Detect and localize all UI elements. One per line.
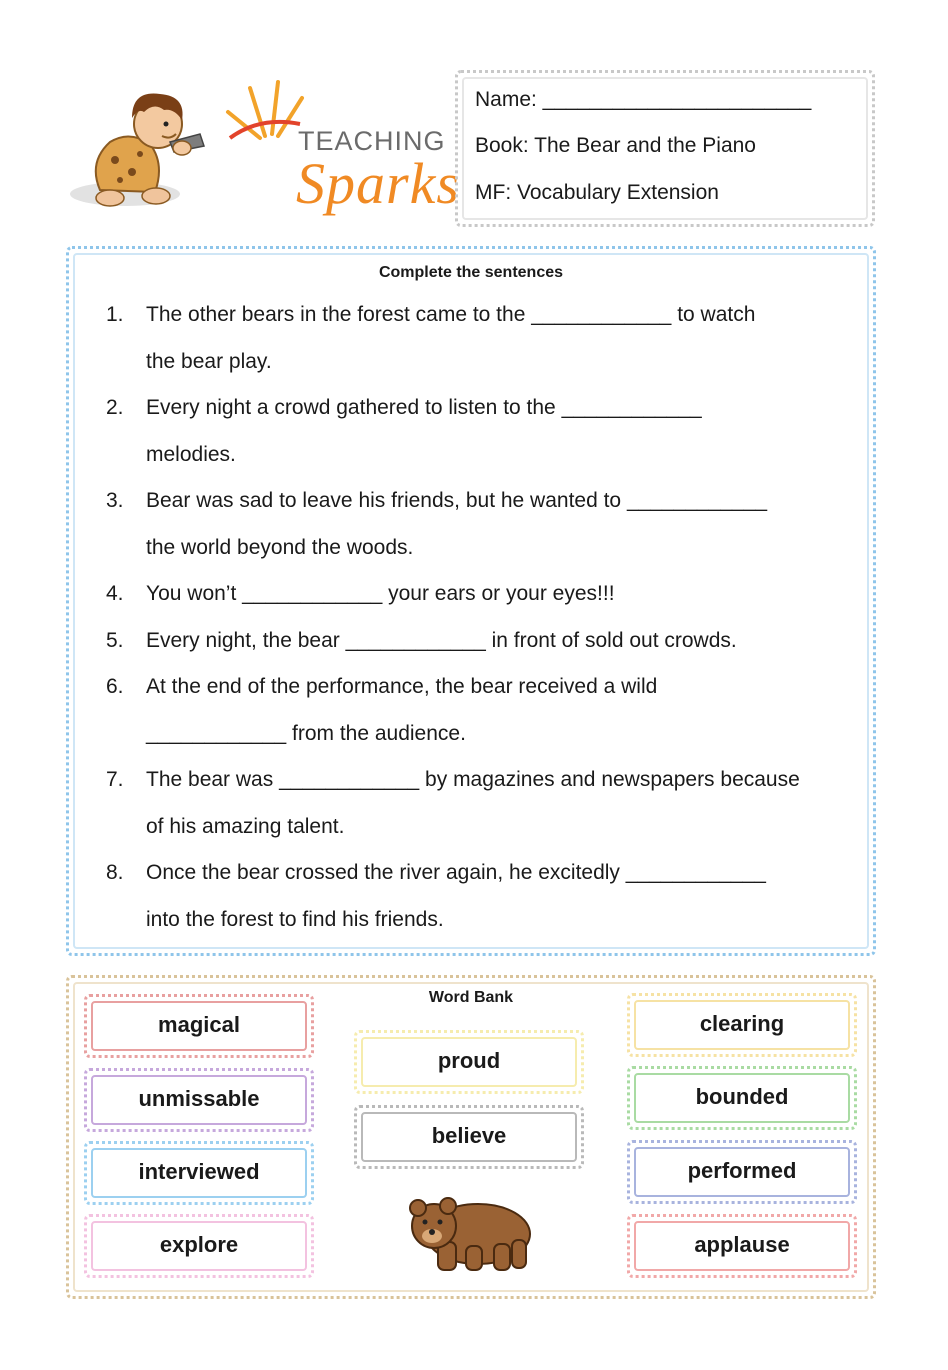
word-label: explore (159, 1232, 239, 1257)
sentence-number: 3. (106, 489, 124, 512)
name-field[interactable]: Name: _______________________ (475, 88, 812, 111)
sentence-number: 8. (106, 861, 124, 884)
sentence-number: 5. (106, 628, 124, 652)
word-card-interviewed (84, 1141, 314, 1205)
book-title: Book: The Bear and the Piano (475, 134, 756, 157)
word-bank-title: Word Bank (428, 989, 514, 1006)
logo-teaching-text: TEACHING (298, 126, 446, 156)
sentence-item (106, 571, 866, 618)
sentence-item (106, 292, 866, 339)
sentence-text: The other bears in the forest came to the ____________ to watch (146, 303, 756, 326)
sentence-item (106, 757, 866, 804)
word-card-clearing (627, 993, 857, 1057)
student-info-box (455, 70, 875, 227)
sentence-item (106, 618, 866, 665)
sentence-text: the world beyond the woods. (146, 535, 414, 559)
sentence-text: The bear was ____________ by magazines and newspapers because (146, 768, 800, 791)
word-card-proud (354, 1030, 584, 1094)
word-label: clearing (699, 1011, 785, 1036)
teaching-sparks-logo (70, 72, 460, 222)
bear-icon (408, 1184, 538, 1274)
sentence-number: 2. (106, 396, 124, 419)
sentence-number: 4. (106, 582, 124, 605)
sentence-item (106, 664, 866, 711)
sentence-text: the bear play. (146, 349, 272, 373)
word-card-explore (84, 1214, 314, 1278)
sentence-text: Once the bear crossed the river again, he excitedly ____________ (146, 861, 766, 884)
sentence-continuation (106, 804, 866, 851)
word-card-bounded (627, 1066, 857, 1130)
word-label: proud (437, 1048, 501, 1073)
word-label: unmissable (138, 1086, 260, 1111)
caveman-mascot-icon (70, 72, 220, 222)
sentence-number: 7. (106, 768, 124, 791)
word-card-performed (627, 1140, 857, 1204)
sentence-text: melodies. (146, 442, 236, 466)
mf-title: MF: Vocabulary Extension (475, 181, 719, 204)
sentence-list (106, 292, 866, 943)
word-label: magical (158, 1012, 240, 1037)
word-label: bounded (695, 1084, 789, 1109)
word-label: believe (431, 1123, 507, 1148)
sentence-text: Bear was sad to leave his friends, but he wanted to ____________ (146, 489, 768, 512)
word-card-applause (627, 1214, 857, 1278)
sentence-continuation (106, 525, 866, 572)
sentence-text: Every night, the bear ____________ in front of sold out crowds. (146, 628, 737, 652)
sentence-text: Every night a crowd gathered to listen to the ____________ (146, 396, 702, 419)
word-card-believe (354, 1105, 584, 1169)
sentence-text: You won’t ____________ your ears or your eyes!!! (146, 582, 615, 605)
sentence-text: ____________ from the audience. (146, 721, 466, 745)
sentence-item (106, 385, 866, 432)
word-card-magical (84, 994, 314, 1058)
sentences-title: Complete the sentences (378, 264, 564, 281)
sentence-continuation (106, 711, 866, 758)
sentence-continuation (106, 897, 866, 944)
sentence-item (106, 850, 866, 897)
sentence-text: into the forest to find his friends. (146, 907, 444, 931)
word-card-unmissable (84, 1068, 314, 1132)
sentence-item (106, 478, 866, 525)
sentence-continuation (106, 432, 866, 479)
sentence-continuation (106, 339, 866, 386)
sentence-text: of his amazing talent. (146, 814, 345, 838)
sentence-text: At the end of the performance, the bear received a wild (146, 675, 658, 698)
sparks-burst-icon (220, 76, 310, 146)
sentences-box (66, 246, 876, 956)
word-label: performed (687, 1158, 797, 1183)
word-label: interviewed (138, 1159, 260, 1184)
sentence-number: 1. (106, 303, 124, 326)
word-label: applause (694, 1232, 790, 1257)
logo-sparks-text: Sparks (296, 151, 460, 216)
sentence-number: 6. (106, 675, 124, 698)
